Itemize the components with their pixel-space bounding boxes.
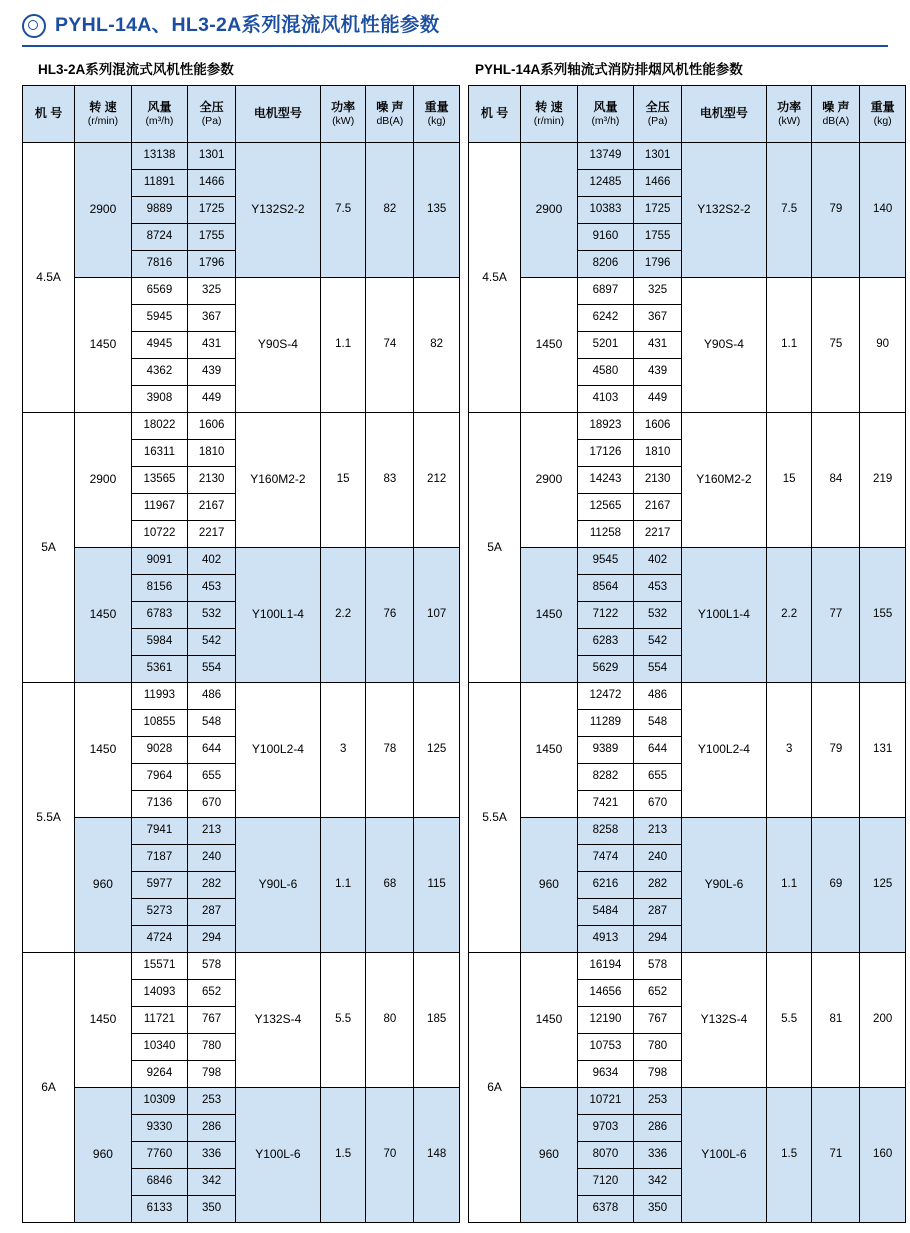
pressure-cell: 780: [188, 1034, 236, 1061]
subtitle-left: HL3-2A系列混流式风机性能参数: [38, 62, 234, 77]
table-row: [469, 278, 906, 305]
pressure-cell: 282: [634, 872, 682, 899]
motor-model-cell: Y132S2-2: [682, 143, 767, 278]
pressure-cell: 1796: [634, 251, 682, 278]
motor-model-cell: Y100L-6: [236, 1088, 321, 1223]
airflow-cell: 12565: [577, 494, 634, 521]
noise-cell: 77: [812, 548, 860, 683]
column-header-6: 噪 声 dB(A): [366, 86, 414, 143]
motor-model-cell: Y160M2-2: [682, 413, 767, 548]
airflow-cell: 7760: [131, 1142, 188, 1169]
noise-cell: 79: [812, 143, 860, 278]
pressure-cell: 286: [188, 1115, 236, 1142]
fan-model-cell: 6A: [469, 953, 521, 1223]
airflow-cell: 7187: [131, 845, 188, 872]
airflow-cell: 5984: [131, 629, 188, 656]
airflow-cell: 8156: [131, 575, 188, 602]
pressure-cell: 431: [188, 332, 236, 359]
power-cell: 1.5: [766, 1088, 812, 1223]
noise-cell: 76: [366, 548, 414, 683]
fan-model-cell: 5.5A: [23, 683, 75, 953]
pressure-cell: 798: [188, 1061, 236, 1088]
motor-model-cell: Y100L2-4: [682, 683, 767, 818]
pressure-cell: 554: [188, 656, 236, 683]
table-row: [23, 1088, 460, 1115]
pressure-cell: 367: [634, 305, 682, 332]
pressure-cell: 798: [634, 1061, 682, 1088]
noise-cell: 70: [366, 1088, 414, 1223]
fan-model-cell: 6A: [23, 953, 75, 1223]
airflow-cell: 6569: [131, 278, 188, 305]
airflow-cell: 9389: [577, 737, 634, 764]
airflow-cell: 6216: [577, 872, 634, 899]
pressure-cell: 2130: [188, 467, 236, 494]
pressure-cell: 644: [188, 737, 236, 764]
airflow-cell: 9091: [131, 548, 188, 575]
power-cell: 3: [320, 683, 366, 818]
motor-model-cell: Y90S-4: [682, 278, 767, 413]
speed-cell: 960: [521, 818, 578, 953]
table-row: [469, 953, 906, 980]
speed-cell: 1450: [521, 278, 578, 413]
speed-cell: 1450: [521, 548, 578, 683]
pressure-cell: 325: [188, 278, 236, 305]
speed-cell: 1450: [75, 278, 132, 413]
airflow-cell: 8564: [577, 575, 634, 602]
noise-cell: 84: [812, 413, 860, 548]
table-row: [469, 413, 906, 440]
pressure-cell: 240: [188, 845, 236, 872]
airflow-cell: 5977: [131, 872, 188, 899]
airflow-cell: 14243: [577, 467, 634, 494]
pressure-cell: 2130: [634, 467, 682, 494]
power-cell: 2.2: [766, 548, 812, 683]
pressure-cell: 644: [634, 737, 682, 764]
pressure-cell: 548: [634, 710, 682, 737]
pressure-cell: 287: [188, 899, 236, 926]
airflow-cell: 7941: [131, 818, 188, 845]
pressure-cell: 767: [188, 1007, 236, 1034]
column-header-2: 风量 (m³/h): [577, 86, 634, 143]
pressure-cell: 652: [188, 980, 236, 1007]
column-header-5: 功率 (kW): [766, 86, 812, 143]
pressure-cell: 350: [188, 1196, 236, 1223]
airflow-cell: 13138: [131, 143, 188, 170]
pressure-cell: 402: [188, 548, 236, 575]
weight-cell: 135: [414, 143, 460, 278]
airflow-cell: 7474: [577, 845, 634, 872]
noise-cell: 80: [366, 953, 414, 1088]
pressure-cell: 1466: [634, 170, 682, 197]
pressure-cell: 336: [188, 1142, 236, 1169]
pressure-cell: 1810: [634, 440, 682, 467]
motor-model-cell: Y100L1-4: [236, 548, 321, 683]
table-row: [23, 683, 460, 710]
subtitle-right: PYHL-14A系列轴流式消防排烟风机性能参数: [474, 62, 743, 77]
airflow-cell: 18923: [577, 413, 634, 440]
airflow-cell: 16311: [131, 440, 188, 467]
pressure-cell: 655: [188, 764, 236, 791]
airflow-cell: 5629: [577, 656, 634, 683]
power-cell: 1.1: [320, 278, 366, 413]
table-row: [23, 143, 460, 170]
pressure-cell: 449: [188, 386, 236, 413]
pressure-cell: 670: [634, 791, 682, 818]
airflow-cell: 6846: [131, 1169, 188, 1196]
pressure-cell: 431: [634, 332, 682, 359]
airflow-cell: 9889: [131, 197, 188, 224]
table-row: [23, 278, 460, 305]
weight-cell: 219: [860, 413, 906, 548]
pressure-cell: 1725: [634, 197, 682, 224]
table-host-pyhl-14a: [468, 85, 906, 1223]
airflow-cell: 9160: [577, 224, 634, 251]
pressure-cell: 1796: [188, 251, 236, 278]
pressure-cell: 439: [188, 359, 236, 386]
pressure-cell: 652: [634, 980, 682, 1007]
table-header-row: [23, 86, 460, 143]
table-row: [469, 818, 906, 845]
column-header-7: 重量 (kg): [860, 86, 906, 143]
airflow-cell: 10383: [577, 197, 634, 224]
table-row: [23, 818, 460, 845]
pressure-cell: 1301: [634, 143, 682, 170]
speed-cell: 1450: [521, 953, 578, 1088]
pressure-cell: 532: [634, 602, 682, 629]
weight-cell: 185: [414, 953, 460, 1088]
weight-cell: 155: [860, 548, 906, 683]
weight-cell: 212: [414, 413, 460, 548]
weight-cell: 125: [414, 683, 460, 818]
pressure-cell: 240: [634, 845, 682, 872]
speed-cell: 1450: [75, 683, 132, 818]
noise-cell: 74: [366, 278, 414, 413]
pressure-cell: 325: [634, 278, 682, 305]
pressure-cell: 486: [634, 683, 682, 710]
airflow-cell: 7816: [131, 251, 188, 278]
fan-model-cell: 4.5A: [469, 143, 521, 413]
column-header-5: 功率 (kW): [320, 86, 366, 143]
pressure-cell: 213: [634, 818, 682, 845]
airflow-cell: 12472: [577, 683, 634, 710]
airflow-cell: 7136: [131, 791, 188, 818]
noise-cell: 83: [366, 413, 414, 548]
pressure-cell: 342: [188, 1169, 236, 1196]
airflow-cell: 11289: [577, 710, 634, 737]
noise-cell: 78: [366, 683, 414, 818]
airflow-cell: 11967: [131, 494, 188, 521]
column-header-4: 电机型号: [236, 86, 321, 143]
airflow-cell: 8206: [577, 251, 634, 278]
pressure-cell: 402: [634, 548, 682, 575]
airflow-cell: 11993: [131, 683, 188, 710]
airflow-cell: 8070: [577, 1142, 634, 1169]
noise-cell: 71: [812, 1088, 860, 1223]
airflow-cell: 8258: [577, 818, 634, 845]
airflow-cell: 5201: [577, 332, 634, 359]
airflow-cell: 9330: [131, 1115, 188, 1142]
pressure-cell: 1725: [188, 197, 236, 224]
column-header-0: 机 号: [469, 86, 521, 143]
weight-cell: 140: [860, 143, 906, 278]
pressure-cell: 253: [188, 1088, 236, 1115]
airflow-cell: 11258: [577, 521, 634, 548]
table-row: [23, 413, 460, 440]
power-cell: 3: [766, 683, 812, 818]
speed-cell: 960: [521, 1088, 578, 1223]
pressure-cell: 542: [634, 629, 682, 656]
column-header-3: 全压 (Pa): [188, 86, 236, 143]
motor-model-cell: Y100L-6: [682, 1088, 767, 1223]
pressure-cell: 453: [634, 575, 682, 602]
table-row: [469, 683, 906, 710]
fan-model-cell: 5A: [469, 413, 521, 683]
airflow-cell: 14656: [577, 980, 634, 1007]
spec-table-hl3-2a: [22, 85, 460, 1223]
airflow-cell: 13565: [131, 467, 188, 494]
weight-cell: 160: [860, 1088, 906, 1223]
section-subtitles: [22, 58, 888, 78]
airflow-cell: 10855: [131, 710, 188, 737]
fan-model-cell: 4.5A: [23, 143, 75, 413]
speed-cell: 2900: [75, 413, 132, 548]
power-cell: 7.5: [766, 143, 812, 278]
pressure-cell: 367: [188, 305, 236, 332]
airflow-cell: 11891: [131, 170, 188, 197]
pressure-cell: 548: [188, 710, 236, 737]
airflow-cell: 17126: [577, 440, 634, 467]
power-cell: 5.5: [766, 953, 812, 1088]
airflow-cell: 6783: [131, 602, 188, 629]
pressure-cell: 767: [634, 1007, 682, 1034]
airflow-cell: 10753: [577, 1034, 634, 1061]
power-cell: 15: [320, 413, 366, 548]
airflow-cell: 13749: [577, 143, 634, 170]
pressure-cell: 1755: [188, 224, 236, 251]
column-header-6: 噪 声 dB(A): [812, 86, 860, 143]
table-row: [23, 953, 460, 980]
motor-model-cell: Y90S-4: [236, 278, 321, 413]
motor-model-cell: Y90L-6: [236, 818, 321, 953]
airflow-cell: 9028: [131, 737, 188, 764]
weight-cell: 115: [414, 818, 460, 953]
airflow-cell: 6133: [131, 1196, 188, 1223]
airflow-cell: 4724: [131, 926, 188, 953]
column-header-1: 转 速 (r/min): [75, 86, 132, 143]
airflow-cell: 9703: [577, 1115, 634, 1142]
table-header-row: [469, 86, 906, 143]
airflow-cell: 11721: [131, 1007, 188, 1034]
airflow-cell: 7120: [577, 1169, 634, 1196]
airflow-cell: 6897: [577, 278, 634, 305]
power-cell: 2.2: [320, 548, 366, 683]
airflow-cell: 10722: [131, 521, 188, 548]
pressure-cell: 2167: [188, 494, 236, 521]
power-cell: 1.1: [320, 818, 366, 953]
airflow-cell: 7122: [577, 602, 634, 629]
pressure-cell: 213: [188, 818, 236, 845]
airflow-cell: 5484: [577, 899, 634, 926]
weight-cell: 200: [860, 953, 906, 1088]
speed-cell: 2900: [75, 143, 132, 278]
airflow-cell: 4362: [131, 359, 188, 386]
fan-model-cell: 5A: [23, 413, 75, 683]
pressure-cell: 542: [188, 629, 236, 656]
noise-cell: 69: [812, 818, 860, 953]
airflow-cell: 8282: [577, 764, 634, 791]
weight-cell: 82: [414, 278, 460, 413]
pressure-cell: 2217: [188, 521, 236, 548]
airflow-cell: 6283: [577, 629, 634, 656]
pressure-cell: 282: [188, 872, 236, 899]
speed-cell: 1450: [75, 953, 132, 1088]
pressure-cell: 449: [634, 386, 682, 413]
motor-model-cell: Y90L-6: [682, 818, 767, 953]
motor-model-cell: Y132S2-2: [236, 143, 321, 278]
pressure-cell: 554: [634, 656, 682, 683]
airflow-cell: 10340: [131, 1034, 188, 1061]
column-header-2: 风量 (m³/h): [131, 86, 188, 143]
airflow-cell: 5361: [131, 656, 188, 683]
airflow-cell: 5273: [131, 899, 188, 926]
pressure-cell: 294: [634, 926, 682, 953]
column-header-1: 转 速 (r/min): [521, 86, 578, 143]
airflow-cell: 4103: [577, 386, 634, 413]
weight-cell: 148: [414, 1088, 460, 1223]
page-title: PYHL-14A、HL3-2A系列混流风机性能参数: [55, 14, 440, 37]
airflow-cell: 6242: [577, 305, 634, 332]
pressure-cell: 670: [188, 791, 236, 818]
pressure-cell: 253: [634, 1088, 682, 1115]
noise-cell: 79: [812, 683, 860, 818]
pressure-cell: 1466: [188, 170, 236, 197]
power-cell: 1.5: [320, 1088, 366, 1223]
airflow-cell: 10309: [131, 1088, 188, 1115]
table-row: [469, 548, 906, 575]
airflow-cell: 15571: [131, 953, 188, 980]
pressure-cell: 2217: [634, 521, 682, 548]
noise-cell: 75: [812, 278, 860, 413]
motor-model-cell: Y132S-4: [682, 953, 767, 1088]
tables-container: [22, 85, 895, 1223]
column-header-3: 全压 (Pa): [634, 86, 682, 143]
weight-cell: 131: [860, 683, 906, 818]
pressure-cell: 1301: [188, 143, 236, 170]
pressure-cell: 1755: [634, 224, 682, 251]
noise-cell: 82: [366, 143, 414, 278]
power-cell: 15: [766, 413, 812, 548]
airflow-cell: 7964: [131, 764, 188, 791]
pressure-cell: 532: [188, 602, 236, 629]
speed-cell: 960: [75, 818, 132, 953]
weight-cell: 90: [860, 278, 906, 413]
pressure-cell: 655: [634, 764, 682, 791]
pressure-cell: 780: [634, 1034, 682, 1061]
table-row: [469, 1088, 906, 1115]
airflow-cell: 10721: [577, 1088, 634, 1115]
airflow-cell: 8724: [131, 224, 188, 251]
pressure-cell: 336: [634, 1142, 682, 1169]
motor-model-cell: Y100L1-4: [682, 548, 767, 683]
speed-cell: 1450: [521, 683, 578, 818]
airflow-cell: 6378: [577, 1196, 634, 1223]
airflow-cell: 4913: [577, 926, 634, 953]
airflow-cell: 12190: [577, 1007, 634, 1034]
speed-cell: 2900: [521, 143, 578, 278]
column-header-4: 电机型号: [682, 86, 767, 143]
noise-cell: 81: [812, 953, 860, 1088]
pressure-cell: 578: [188, 953, 236, 980]
motor-model-cell: Y132S-4: [236, 953, 321, 1088]
power-cell: 1.1: [766, 818, 812, 953]
table-row: [469, 143, 906, 170]
speed-cell: 1450: [75, 548, 132, 683]
airflow-cell: 3908: [131, 386, 188, 413]
pressure-cell: 578: [634, 953, 682, 980]
power-cell: 7.5: [320, 143, 366, 278]
pressure-cell: 453: [188, 575, 236, 602]
pressure-cell: 1606: [634, 413, 682, 440]
power-cell: 5.5: [320, 953, 366, 1088]
pressure-cell: 2167: [634, 494, 682, 521]
speed-cell: 960: [75, 1088, 132, 1223]
pressure-cell: 286: [634, 1115, 682, 1142]
pressure-cell: 439: [634, 359, 682, 386]
pressure-cell: 287: [634, 899, 682, 926]
table-row: [23, 548, 460, 575]
airflow-cell: 7421: [577, 791, 634, 818]
pressure-cell: 294: [188, 926, 236, 953]
document-header: [22, 14, 888, 47]
table-host-hl3-2a: [22, 85, 460, 1223]
target-circle-icon: [22, 14, 46, 38]
weight-cell: 107: [414, 548, 460, 683]
airflow-cell: 4580: [577, 359, 634, 386]
airflow-cell: 9634: [577, 1061, 634, 1088]
power-cell: 1.1: [766, 278, 812, 413]
airflow-cell: 16194: [577, 953, 634, 980]
spec-table-pyhl-14a: [468, 85, 906, 1223]
airflow-cell: 9545: [577, 548, 634, 575]
pressure-cell: 486: [188, 683, 236, 710]
motor-model-cell: Y160M2-2: [236, 413, 321, 548]
airflow-cell: 12485: [577, 170, 634, 197]
pressure-cell: 342: [634, 1169, 682, 1196]
weight-cell: 125: [860, 818, 906, 953]
airflow-cell: 18022: [131, 413, 188, 440]
airflow-cell: 5945: [131, 305, 188, 332]
noise-cell: 68: [366, 818, 414, 953]
pressure-cell: 1606: [188, 413, 236, 440]
pressure-cell: 350: [634, 1196, 682, 1223]
motor-model-cell: Y100L2-4: [236, 683, 321, 818]
pressure-cell: 1810: [188, 440, 236, 467]
column-header-0: 机 号: [23, 86, 75, 143]
airflow-cell: 14093: [131, 980, 188, 1007]
column-header-7: 重量 (kg): [414, 86, 460, 143]
airflow-cell: 9264: [131, 1061, 188, 1088]
airflow-cell: 4945: [131, 332, 188, 359]
fan-model-cell: 5.5A: [469, 683, 521, 953]
speed-cell: 2900: [521, 413, 578, 548]
